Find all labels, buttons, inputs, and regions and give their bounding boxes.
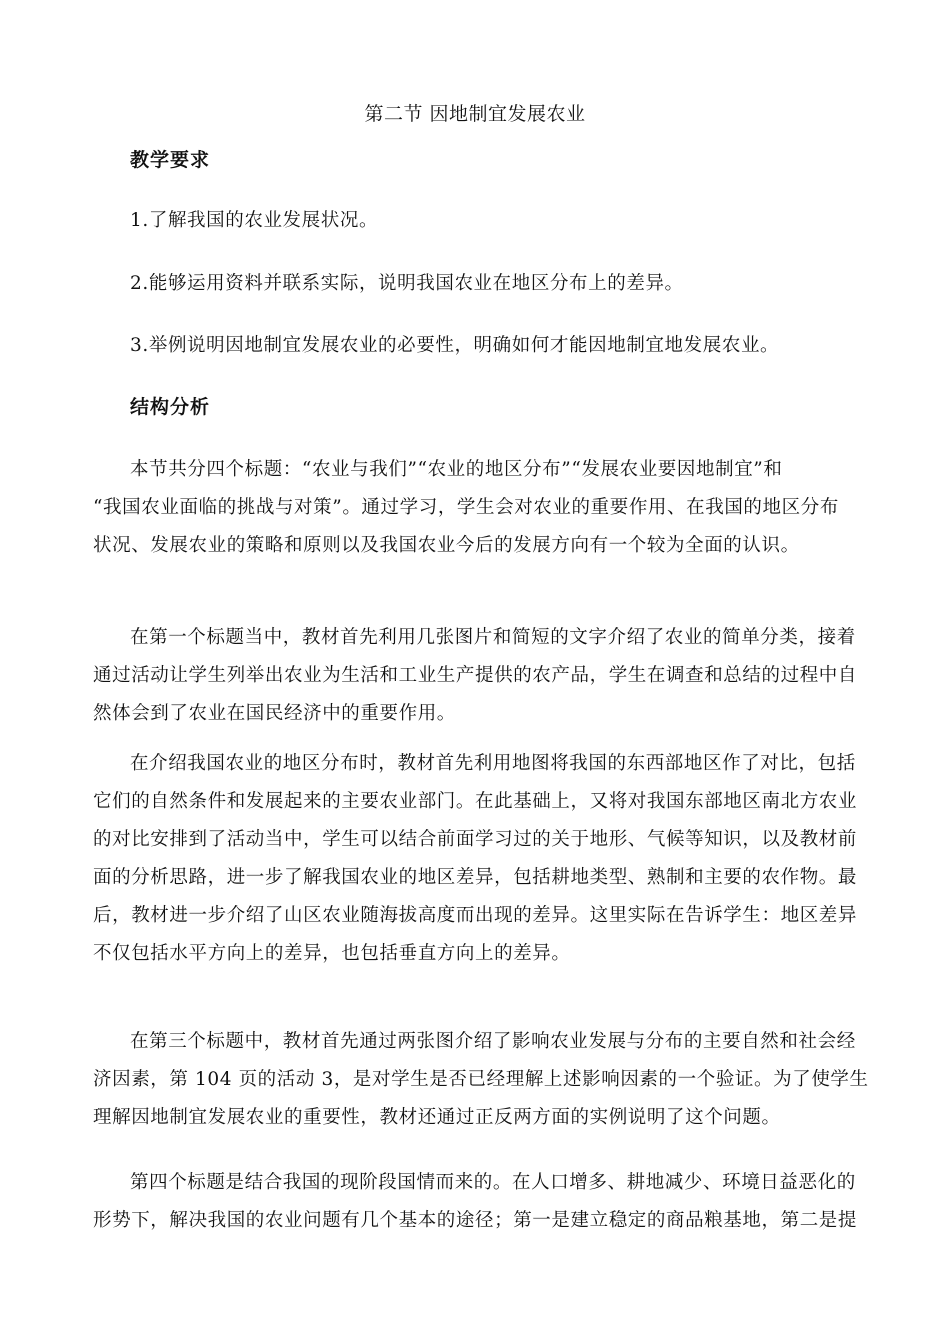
paragraph-line: 在介绍我国农业的地区分布时，教材首先利用地图将我国的东西部地区作了对比，包括 [130,753,856,774]
requirement-item-3: 3.举例说明因地制宜发展农业的必要性，明确如何才能因地制宜地发展农业。 [130,335,780,356]
paragraph-line: 在第一个标题当中，教材首先利用几张图片和简短的文字介绍了农业的简单分类，接着 [130,627,856,648]
analysis-paragraph-1 [93,451,859,565]
paragraph-line: “我国农业面临的挑战与对策”。通过学习，学生会对农业的重要作用、在我国的地区分布 [93,497,839,518]
paragraph-line: 面的分析思路，进一步了解我国农业的地区差异，包括耕地类型、熟制和主要的农作物。最 [93,867,858,888]
paragraph-line: 然体会到了农业在国民经济中的重要作用。 [93,703,456,724]
requirement-item-1: 1.了解我国的农业发展状况。 [130,210,379,231]
paragraph-line: 本节共分四个标题：“农业与我们”“农业的地区分布”“发展农业要因地制宜”和 [130,459,783,480]
paragraph-line: 的对比安排到了活动当中，学生可以结合前面学习过的关于地形、气候等知识，以及教材前 [93,829,858,850]
paragraph-line: 在第三个标题中，教材首先通过两张图介绍了影响农业发展与分布的主要自然和社会经 [130,1031,856,1052]
paragraph-line: 它们的自然条件和发展起来的主要农业部门。在此基础上，又将对我国东部地区南北方农业 [93,791,858,812]
paragraph-line: 通过活动让学生列举出农业为生活和工业生产提供的农产品，学生在调查和总结的过程中自 [93,665,858,686]
paragraph-line: 理解因地制宜发展农业的重要性，教材还通过正反两方面的实例说明了这个问题。 [93,1107,781,1128]
analysis-paragraph-5 [93,1164,859,1240]
paragraph-line: 形势下，解决我国的农业问题有几个基本的途径；第一是建立稳定的商品粮基地，第二是提 [93,1210,858,1231]
paragraph-line: 第四个标题是结合我国的现阶段国情而来的。在人口增多、耕地减少、环境日益恶化的 [130,1172,856,1193]
section-heading-requirements: 教学要求 [130,149,211,171]
analysis-paragraph-4 [93,1023,869,1137]
paragraph-line: 济因素，第 104 页的活动 3，是对学生是否已经理解上述影响因素的一个验证。为了使学生 [93,1069,869,1090]
section-heading-analysis: 结构分析 [130,396,211,418]
analysis-paragraph-3 [93,745,859,973]
analysis-paragraph-2 [93,619,859,733]
page-title: 第二节 因地制宜发展农业 [364,103,586,125]
paragraph-line: 后，教材进一步介绍了山区农业随海拔高度而出现的差异。这里实际在告诉学生：地区差异 [93,905,858,926]
paragraph-line: 不仅包括水平方向上的差异，也包括垂直方向上的差异。 [93,943,571,964]
requirement-item-2: 2.能够运用资料并联系实际，说明我国农业在地区分布上的差异。 [130,273,684,294]
paragraph-line: 状况、发展农业的策略和原则以及我国农业今后的发展方向有一个较为全面的认识。 [93,535,800,556]
